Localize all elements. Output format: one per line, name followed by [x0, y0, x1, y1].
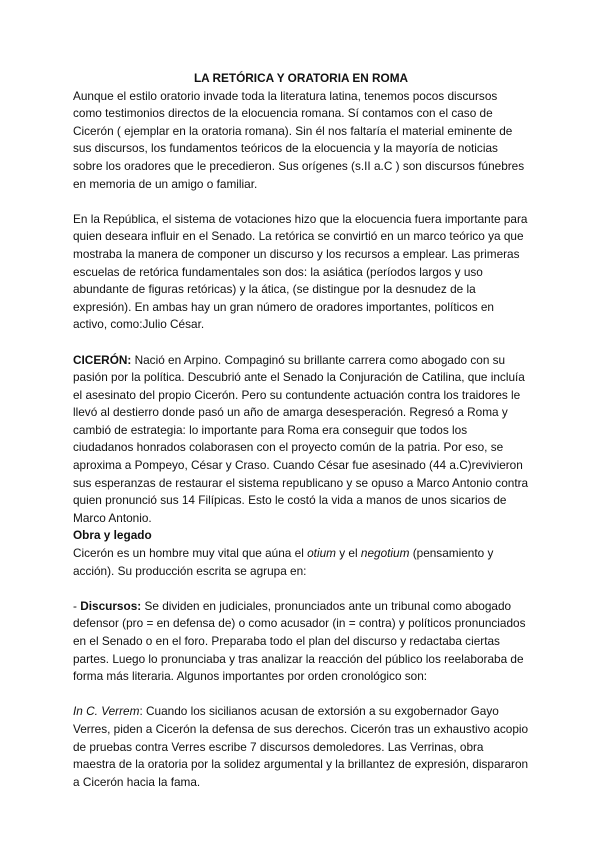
- term-otium: otium: [307, 546, 336, 561]
- paragraph-spacer: [73, 193, 529, 211]
- document-title: LA RETÓRICA Y ORATORIA EN ROMA: [193, 71, 409, 85]
- ciceron-text: Nació en Arpino. Compaginó su brillante carrera como abogado con su pasión por la política. Descubrió ante el Senado la Conjuración de Catilina, que incluía el asesinato del propio Cicerón. Pero su contundente actuación contra los traidores le llevó al destierro donde pasó un año de amarga desesperación. Regresó a Roma y cambió de estrategia: lo importante para Roma era conseguir que todos los ciudadanos honrados colaborasen con el proyecto común de la patria. Por eso, se aproxima a Pompeyo, César y Craso. Cuando César fue asesinado (44 a.C)revivieron sus esperanzas de restaurar el sistema republicano y se opuso a Marco Antonio contra quien pronunció sus 14 Filípicas. Esto le costó la vida a manos de unos sicarios de Marco Antonio.: [73, 352, 529, 525]
- paragraph-spacer: [73, 334, 529, 352]
- paragraph-spacer: [73, 580, 529, 598]
- verrem-text: : Cuando los sicilianos acusan de extorsión a su exgobernador Gayo Verres, piden a Cicerón la defensa de sus derechos. Cicerón tras un exhaustivo acopio de pruebas contra Verres escribe 7 discursos demoledores. Las Verrinas, obra maestra de la oratoria por la solidez argumental y la brillantez de expresión, dispararon a Cicerón hacia la fama.: [73, 704, 529, 789]
- ciceron-label: CICERÓN:: [73, 352, 132, 367]
- obra-text-b: y el: [335, 546, 361, 561]
- paragraph-ciceron: [73, 352, 529, 528]
- obra-text-a: Cicerón es un hombre muy vital que aúna el: [73, 546, 308, 561]
- obra-text-c: (pensamiento y acción). Su producción escrita se agrupa en:: [73, 546, 494, 578]
- list-dash: -: [73, 598, 81, 613]
- section-heading-obra: Obra y legado: [73, 528, 152, 543]
- paragraph-republic: En la República, el sistema de votaciones hizo que la elocuencia fuera importante para quien deseara influir en el Senado. La retórica se convirtió en un marco teórico ya que mostraba la manera de componer un discurso y los recursos a emplear. Las primeras escuelas de retórica fundamentales son dos: la asiática (períodos largos y uso abundante de figuras retóricas) y la ática, (se distingue por la desnudez de la expresión). En ambas hay un gran número de oradores importantes, políticos en activo, como:Julio César.: [73, 211, 528, 332]
- paragraph-verrem: [73, 703, 529, 791]
- discursos-label: Discursos:: [80, 598, 142, 613]
- paragraph-obra: [73, 545, 529, 580]
- paragraph-origins: Aunque el estilo oratorio invade toda la literatura latina, tenemos pocos discursos como testimonios directos de la elocuencia romana. Sí contamos con el caso de Cicerón ( ejemplar en la oratoria romana). Sin él nos faltaría el material eminente de sus discursos, los fundamentos teóricos de la elocuencia y la mayoría de noticias sobre los oradores que le precedieron. Sus orígenes (s.II a.C ) son discursos fúnebres en memoria de un amigo o familiar.: [73, 88, 525, 191]
- paragraph-discursos: [73, 598, 529, 686]
- verrem-label: In C. Verrem: [73, 704, 140, 719]
- discursos-text: Se dividen en judiciales, pronunciados ante un tribunal como abogado defensor (pro = en defensa de) o como acusador (in = contra) y políticos pronunciados en el Senado o en el foro. Preparaba todo el plan del discurso y redactaba ciertas partes. Luego lo pronunciaba y tras analizar la reacción del público los reelaboraba de forma más literaria. Algunos importantes por orden cronológico son:: [73, 598, 526, 684]
- document-body: [73, 70, 529, 791]
- term-negotium: negotium: [360, 546, 410, 561]
- paragraph-spacer: [73, 686, 529, 704]
